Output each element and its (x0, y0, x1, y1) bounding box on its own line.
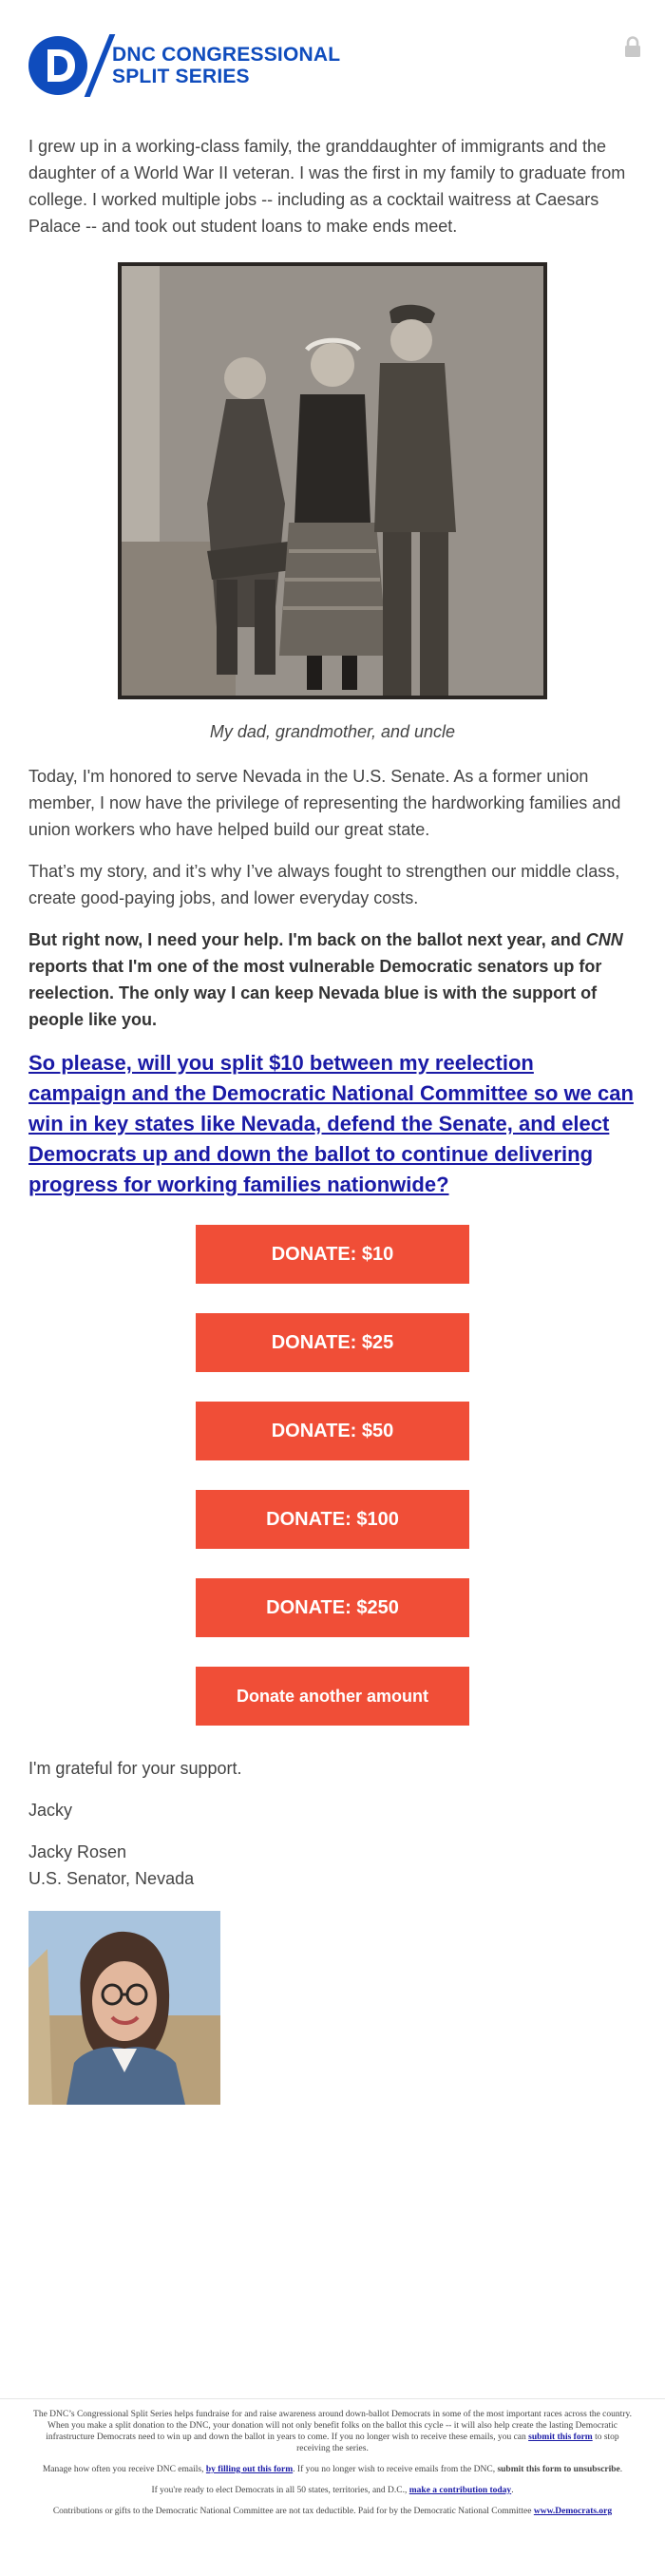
donate-50-button[interactable]: DONATE: $50 (196, 1402, 469, 1460)
footer-contribute-paragraph (28, 2485, 636, 2496)
d-letter-icon (28, 36, 87, 95)
stop-series-link[interactable]: submit this form (528, 2433, 593, 2442)
signature-full-name: Jacky Rosen (28, 1842, 127, 1861)
democrats-org-link[interactable]: www.Democrats.org (533, 2507, 613, 2516)
signature-title: U.S. Senator, Nevada (28, 1869, 195, 1888)
manage-frequency-link[interactable]: by filling out this form (205, 2465, 294, 2474)
footer-manage-end: . (619, 2465, 623, 2474)
donate-buttons (28, 1225, 636, 1755)
intro-paragraph: I grew up in a working-class family, the granddaughter of immigrants and the daughter of a World War II veteran. I was the first in my family to graduate from college. I worked multiple jobs -- including as a cocktail waitress at Caesars Palace -- and took out student loans to make ends meet. (28, 137, 626, 236)
senator-portrait (28, 1911, 220, 2105)
lock-icon (623, 36, 642, 64)
contribute-link[interactable]: make a contribution today (408, 2486, 512, 2495)
footer-manage-paragraph (28, 2464, 636, 2475)
footer-manage-mid: . If you no longer wish to receive emails from the DNC, (293, 2465, 498, 2474)
logo-wordmark (112, 44, 340, 87)
footer-series-end: to stop receiving the series. (296, 2433, 619, 2453)
logo-line-1: DNC CONGRESSIONAL (112, 44, 341, 66)
donate-other-amount-button[interactable]: Donate another amount (196, 1667, 469, 1726)
footer-contribute-text: If you're ready to elect Democrats in all 50 states, territories, and D.C., (151, 2486, 409, 2495)
logo-divider (85, 34, 116, 97)
senate-paragraph: Today, I'm honored to serve Nevada in the U.S. Senate. As a former union member, I now have the privilege of representing the hardworking families and union workers who have helped build our great state. (28, 767, 621, 839)
footer-manage-text: Manage how often you receive DNC emails, (42, 2465, 206, 2474)
logo-line-2: SPLIT SERIES (112, 66, 250, 87)
footer-disclaimer-paragraph (28, 2506, 636, 2517)
appeal-text-start: But right now, I need your help. I'm back on the ballot next year, and (28, 930, 586, 949)
footer-disclaimer-text: Contributions or gifts to the Democratic National Committee are not tax deductible. Paid for by the Democratic National Committee (52, 2507, 534, 2516)
family-photo (118, 262, 547, 699)
footer-series-paragraph (28, 2409, 636, 2454)
photo-caption: My dad, grandmother, and uncle (209, 722, 456, 741)
signature-block (28, 1839, 636, 1892)
dnc-logo[interactable] (28, 34, 340, 97)
signature-first-name: Jacky (28, 1801, 73, 1820)
story-paragraph: That’s my story, and it’s why I’ve always fought to strengthen our middle class, create good-paying jobs, and lower everyday costs. (28, 862, 620, 907)
email-header (0, 0, 665, 133)
footer-contribute-end: . (511, 2486, 514, 2495)
email-footer (0, 2398, 665, 2527)
unsubscribe-text: submit this form to unsubscribe (497, 2465, 620, 2474)
email-body (0, 133, 665, 2105)
donate-250-button[interactable]: DONATE: $250 (196, 1578, 469, 1637)
dnc-logo-mark (28, 36, 87, 95)
appeal-paragraph (28, 926, 636, 1033)
signoff (28, 1755, 636, 1892)
split-donation-link[interactable]: So please, will you split $10 between my reelection campaign and the Democratic National Committee so we can win in key states like Nevada, defend the Senate, and elect Democrats up and down the ballot to continue delivering progress for working families nationwide? (28, 1051, 634, 1196)
donate-25-button[interactable]: DONATE: $25 (196, 1313, 469, 1372)
cnn-source: CNN (585, 930, 623, 949)
family-photo-wrapper (28, 262, 636, 700)
appeal-text-end: reports that I'm one of the most vulnerable Democratic senators up for reelection. The only way I can keep Nevada blue is with the support of people like you. (28, 957, 602, 1029)
footer-series-text: The DNC’s Congressional Split Series helps fundraise for and raise awareness around down-ballot Democrats in some of the most important races across the country. When you make a split donation to the DNC, your donation will not only benefit folks on the ballot this cycle -- it will also help create the lasting Democratic infrastructure Democrats need to win up and down the ballot in years to come. If you no longer wish to receive these emails, you can (33, 2410, 632, 2442)
donate-10-button[interactable]: DONATE: $10 (196, 1225, 469, 1284)
thanks-line: I'm grateful for your support. (28, 1759, 242, 1778)
donate-100-button[interactable]: DONATE: $100 (196, 1490, 469, 1549)
